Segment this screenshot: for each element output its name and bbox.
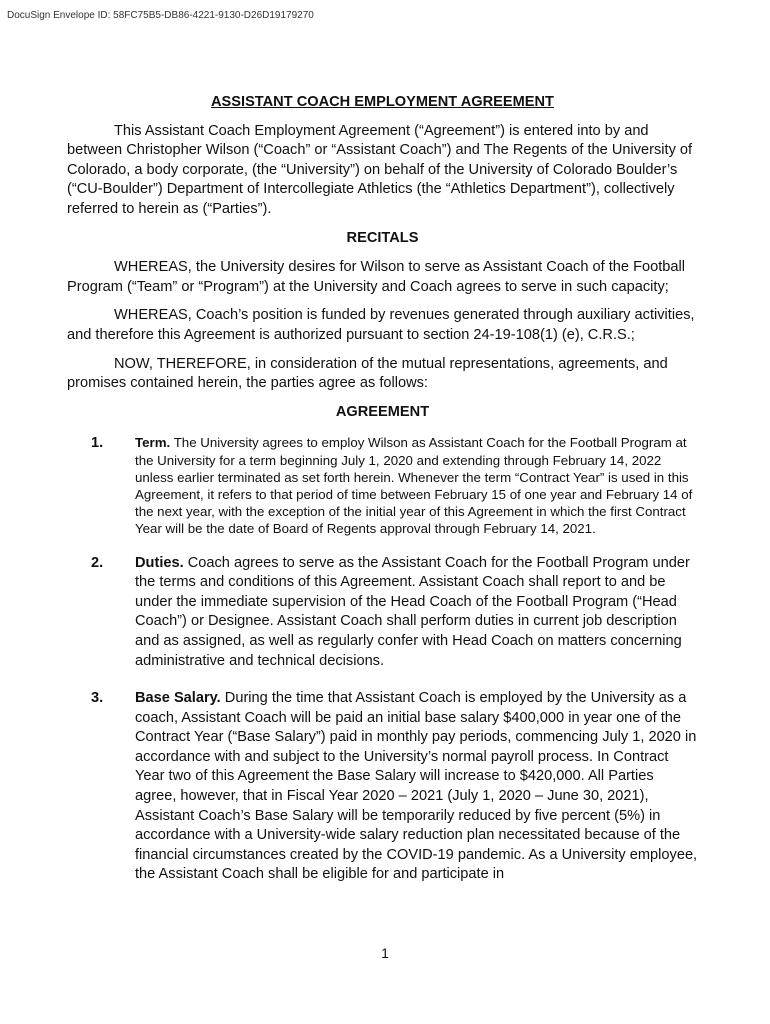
agreement-heading: AGREEMENT [335, 403, 430, 420]
section-number: 2. [91, 554, 104, 571]
section-text: During the time that Assistant Coach is employed by the University as a coach, Assistant Coach will be paid an initial base salary $400,000 in year one of the Contract Year (“Base Salary”) paid in monthly pay periods, commencing July 1, 2020 in accordance with and subject to the University’s normal payroll process. In Contract Year two of this Agreement the Base Salary will increase to $420,000. All Parties agree, however, that in Fiscal Year 2020 – 2021 (July 1, 2020 – June 30, 2021), Assistant Coach’s Base Salary will be temporarily reduced by five percent (5%) in accordance with a University-wide salary reduction plan necessitated because of the financial circumstances created by the COVID-19 pandemic. As a University employee, the Assistant Coach shall be eligible for and participate in [135, 690, 698, 883]
section-heading: Base Salary. [135, 690, 221, 707]
section-body [135, 689, 698, 885]
recital-paragraph: WHEREAS, the University desires for Wilson to serve as Assistant Coach of the Football Program (“Team” or “Program”) at the University and Coach agrees to serve in such capacity; [67, 259, 686, 295]
document-title: ASSISTANT COACH EMPLOYMENT AGREEMENT [211, 94, 554, 110]
section-base-salary [67, 689, 698, 885]
section-body [135, 434, 698, 537]
section-text: The University agrees to employ Wilson as Assistant Coach for the Football Program at the University for a term beginning July 1, 2020 and extending through February 14, 2022 unless earlier terminated as set forth herein. Whenever the term “Contract Year” is used in this Agreement, it refers to that period of time between February 15 of one year and February 14 of the next year, with the exception of the initial year of this Agreement in which the first Contract Year will be the date of Board of Regents approval through February 14, 2021. [135, 435, 693, 537]
intro-paragraph: This Assistant Coach Employment Agreement (“Agreement”) is entered into by and between Christopher Wilson (“Coach” or “Assistant Coach”) and The Regents of the University of Colorado, a body corporate, (the “University”) on behalf of the University of Colorado Boulder’s (“CU-Boulder”) Department of Intercollegiate Athletics (the “Athletics Department”), collectively referred to herein as (“Parties”). [67, 122, 693, 217]
page-number: 1 [381, 945, 389, 961]
section-text: Coach agrees to serve as the Assistant Coach for the Football Program under the terms and conditions of this Agreement. Assistant Coach shall report to and be under the immediate supervision of the Head Coach of the Football Program (“Head Coach”) or Designee. Assistant Coach shall perform duties in current job description and as assigned, as well as regularly confer with Head Coach on matters concerning administrative and technical decisions. [135, 554, 690, 669]
document-page [67, 93, 698, 885]
section-number: 3. [91, 690, 104, 707]
recital-paragraph: NOW, THEREFORE, in consideration of the mutual representations, agreements, and promises contained herein, the parties agree as follows: [67, 355, 668, 392]
docusign-envelope-id: DocuSign Envelope ID: 58FC75B5-DB86-4221-9130-D26D19179270 [7, 10, 314, 21]
recitals-heading: RECITALS [346, 229, 419, 246]
section-heading: Term. [135, 435, 171, 451]
recital-paragraph: WHEREAS, Coach’s position is funded by revenues generated through auxiliary activities, and therefore this Agreement is authorized pursuant to section 24-19-108(1) (e), C.R.S.; [67, 307, 695, 343]
section-number: 1. [91, 435, 104, 452]
section-term [67, 434, 698, 537]
section-duties [67, 554, 698, 672]
section-body [135, 554, 698, 672]
section-heading: Duties. [135, 554, 184, 571]
